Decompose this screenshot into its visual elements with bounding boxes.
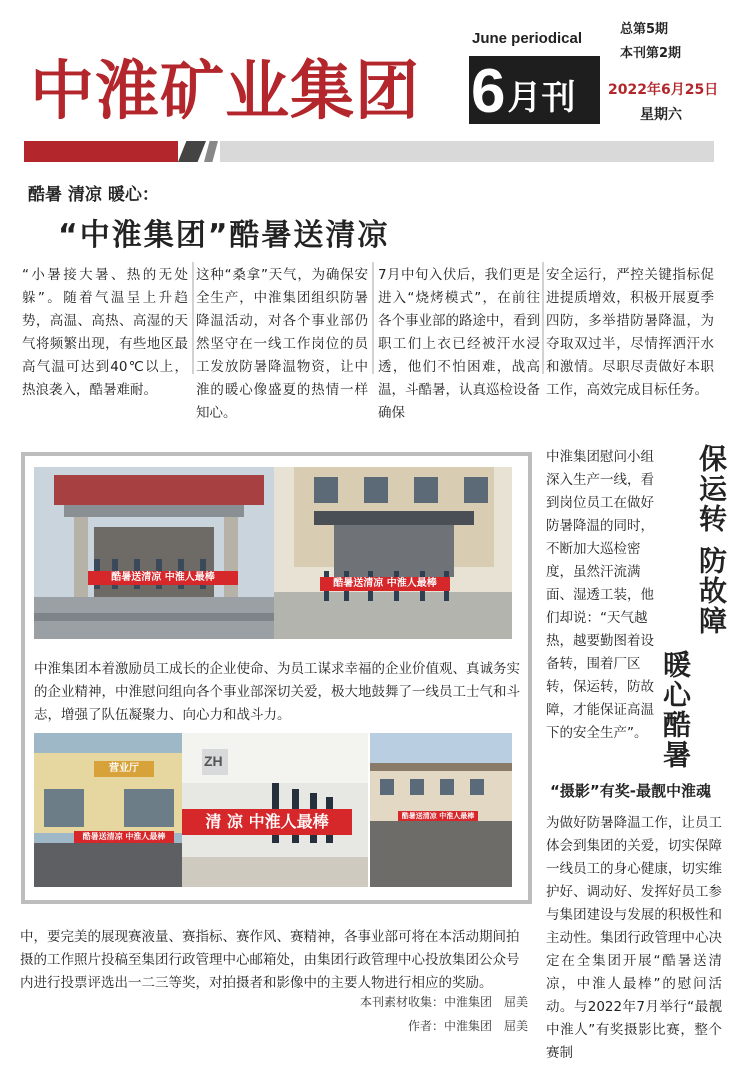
header-rule-red — [24, 141, 178, 162]
banner-sign: 酷暑送清凉 中淮人最棒 — [74, 831, 174, 843]
sidebar-text: 中淮集团慰问小组深入生产一线，看到岗位员工在做好防暑降温的同时，不断加大巡检密度，虽然汗流满面、湿透工装，他们却说：“天气越热，越要勤图着设备转，围着厂区转，保运转，防故障，才能保证高温下的安全生产”。 — [546, 449, 654, 741]
banner-sign: 酷暑送清凉 中淮人最棒 — [320, 577, 450, 591]
photo-contest-text: 为做好防暑降温工作，让员工体会到集团的关爱，切实保障一线员工的身心健康，切实维护好、调动好、发挥好员工参与集团建设与发展的积极性和主动性。集团行政管理中心决定在全集团开展“酷暑送清凉，中淮人最棒”的慰问活动。与2022年7月举行“最靓中淮人”有奖摄影比赛，整个赛制 — [546, 815, 722, 1061]
periodical-label: June periodical — [472, 30, 583, 47]
photo-contest-heading: “摄影”有奖-最靓中淮魂 — [550, 782, 711, 800]
masthead-title: 中淮矿业集团 — [30, 55, 420, 129]
header-rule-slash — [178, 141, 206, 162]
issue-weekday: 星期六 — [640, 107, 682, 123]
material-credit: 本刊素材收集：中淮集团 屈美 — [359, 995, 528, 1009]
company-logo: ZH — [204, 753, 223, 769]
photo-site-yard-image — [370, 733, 512, 887]
month-number: 6 — [471, 57, 506, 126]
article-column-3: 7月中旬入伏后，我们更是进入“烧烤模式”，在前往各个事业部的路途中，看到职工们上衣已经被汗水浸透，他们不怕困难，战高温，斗酷暑，认真巡检设备确保 — [378, 267, 540, 421]
column-divider — [372, 262, 374, 374]
article-headline: “中淮集团”酷暑送清凉 — [58, 218, 390, 253]
header-rule-gray — [220, 141, 714, 162]
issue-current: 本刊第2期 — [620, 46, 682, 61]
issue-date: 2022年6月25日 — [608, 82, 719, 98]
photo-site-yard — [370, 733, 512, 887]
banner-sign: 酷暑送清凉 中淮人最棒 — [398, 811, 478, 821]
shop-sign: 营业厅 — [109, 763, 139, 774]
banner-sign: 酷暑送清凉 中淮人最棒 — [88, 571, 238, 585]
column-divider — [192, 262, 194, 374]
banner-sign: 清 凉 中淮人最棒 — [182, 809, 352, 835]
article-column-4: 安全运行，严控关键指标促进提质增效，积极开展夏季四防，多举措防暑降温，为夺取双过半，尽情挥洒汗水和激情。尽职尽责做好本职工作，高效完成目标任务。 — [546, 267, 714, 398]
article-continuation: 中，要完美的展现赛液量、赛指标、赛作风、赛精神，各事业部可将在本活动期间拍摄的工作照片投稿至集团行政管理中心邮箱处，由集团行政管理中心投放集团公众号内进行投票评选出一二三等奖，对拍摄者和影像中的主要人物进行相应的奖励。 — [20, 929, 520, 991]
column-divider — [542, 262, 544, 374]
author-credit: 作者：中淮集团 屈美 — [407, 1019, 528, 1033]
photo-building-front-image — [274, 467, 512, 639]
photo-caption: 中淮集团本着激励员工成长的企业使命、为员工谋求幸福的企业价值观、真诚务实的企业精神，中淮慰问组向各个事业部深切关爱，极大地鼓舞了一线员工士气和斗志，增强了队伍凝聚力、向心力和战斗力。 — [34, 661, 520, 723]
article-column-2: 这种“桑拿”天气，为确保安全生产，中淮集团组织防暑降温活动，对各个事业部仍然坚守在一线工作岗位的员工发放防暑降温物资，让中淮的暖心像盛夏的热情一样知心。 — [196, 267, 368, 421]
sidebar-vertical-title: 保运转 防故障 — [695, 444, 728, 636]
photo-office-entrance-image — [34, 467, 274, 639]
photo-office-entrance — [34, 467, 274, 639]
photo-building-front — [274, 467, 512, 639]
sidebar-vertical-subtitle: 暖心酷暑 — [659, 650, 692, 770]
month-badge — [469, 56, 600, 124]
photo-service-hall-image — [34, 733, 182, 887]
month-word: 月刊 — [507, 78, 576, 118]
article-column-1: “小暑接大暑、热的无处躲”。随着气温呈上升趋势，高温、高热、高湿的天气将频繁出现，有些地区最高气温可达到40℃以上，热浪袭入，酷暑难耐。 — [22, 267, 188, 398]
issue-total: 总第5期 — [620, 22, 669, 37]
header-rule-slash-light — [204, 141, 218, 162]
photo-lobby-group — [182, 733, 368, 887]
article-kicker: 酷暑 清凉 暖心： — [28, 185, 159, 205]
photo-service-hall — [34, 733, 182, 887]
